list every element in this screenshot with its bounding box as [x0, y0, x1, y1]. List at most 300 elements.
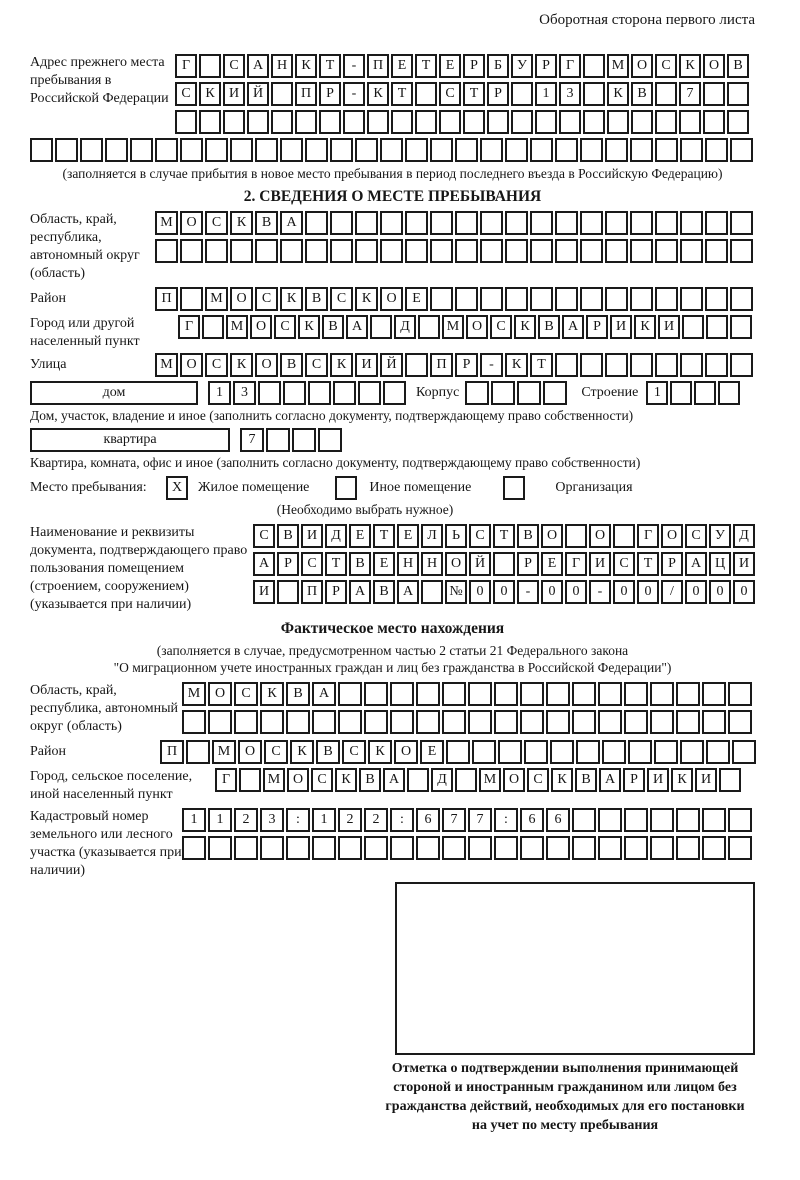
char-box[interactable]: [682, 315, 704, 339]
char-box[interactable]: К: [607, 82, 629, 106]
char-box[interactable]: [602, 740, 626, 764]
char-box[interactable]: [670, 381, 692, 405]
char-box[interactable]: [607, 110, 629, 134]
char-box[interactable]: [416, 710, 440, 734]
char-box[interactable]: [330, 239, 353, 263]
char-box[interactable]: [572, 682, 596, 706]
char-box[interactable]: [305, 211, 328, 235]
char-box[interactable]: В: [517, 524, 539, 548]
char-box[interactable]: [292, 428, 316, 452]
char-box[interactable]: С: [469, 524, 491, 548]
char-box[interactable]: [718, 381, 740, 405]
char-box[interactable]: У: [511, 54, 533, 78]
char-box[interactable]: [517, 381, 541, 405]
char-box[interactable]: В: [631, 82, 653, 106]
char-box[interactable]: М: [607, 54, 629, 78]
char-box[interactable]: [705, 287, 728, 311]
char-box[interactable]: -: [589, 580, 611, 604]
char-box[interactable]: [405, 239, 428, 263]
char-box[interactable]: [702, 710, 726, 734]
char-box[interactable]: [338, 836, 362, 860]
char-box[interactable]: [472, 740, 496, 764]
char-box[interactable]: [455, 239, 478, 263]
char-box[interactable]: [719, 768, 741, 792]
char-box[interactable]: 1: [182, 808, 206, 832]
char-box[interactable]: [613, 524, 635, 548]
char-box[interactable]: К: [260, 682, 284, 706]
char-box[interactable]: С: [301, 552, 323, 576]
char-box[interactable]: [442, 836, 466, 860]
char-box[interactable]: [520, 682, 544, 706]
char-box[interactable]: [430, 239, 453, 263]
char-box[interactable]: [655, 353, 678, 377]
char-box[interactable]: [583, 82, 605, 106]
char-box[interactable]: [271, 82, 293, 106]
char-box[interactable]: [186, 740, 210, 764]
char-box[interactable]: Ь: [445, 524, 467, 548]
char-box[interactable]: [430, 211, 453, 235]
char-box[interactable]: [605, 239, 628, 263]
char-box[interactable]: [416, 682, 440, 706]
char-box[interactable]: [390, 682, 414, 706]
char-box[interactable]: А: [562, 315, 584, 339]
char-box[interactable]: [703, 110, 725, 134]
char-box[interactable]: [494, 836, 518, 860]
char-box[interactable]: 3: [260, 808, 284, 832]
char-box[interactable]: [247, 110, 269, 134]
char-box[interactable]: 2: [364, 808, 388, 832]
char-box[interactable]: И: [647, 768, 669, 792]
char-box[interactable]: [260, 836, 284, 860]
char-box[interactable]: М: [182, 682, 206, 706]
char-box[interactable]: [416, 836, 440, 860]
char-box[interactable]: Е: [397, 524, 419, 548]
char-box[interactable]: 7: [240, 428, 264, 452]
char-box[interactable]: [624, 710, 648, 734]
char-box[interactable]: А: [685, 552, 707, 576]
char-box[interactable]: [572, 808, 596, 832]
char-box[interactable]: [505, 287, 528, 311]
char-box[interactable]: [330, 211, 353, 235]
char-box[interactable]: [680, 353, 703, 377]
char-box[interactable]: [182, 710, 206, 734]
char-box[interactable]: К: [298, 315, 320, 339]
char-box[interactable]: Ц: [709, 552, 731, 576]
char-box[interactable]: [130, 138, 153, 162]
char-box[interactable]: О: [445, 552, 467, 576]
char-box[interactable]: Е: [420, 740, 444, 764]
char-box[interactable]: [676, 710, 700, 734]
char-box[interactable]: [650, 710, 674, 734]
char-box[interactable]: [505, 211, 528, 235]
char-box[interactable]: С: [330, 287, 353, 311]
char-box[interactable]: [676, 682, 700, 706]
char-box[interactable]: И: [658, 315, 680, 339]
char-box[interactable]: [383, 381, 406, 405]
char-box[interactable]: [580, 353, 603, 377]
char-box[interactable]: [676, 808, 700, 832]
char-box[interactable]: [628, 740, 652, 764]
char-box[interactable]: 1: [312, 808, 336, 832]
char-box[interactable]: 0: [637, 580, 659, 604]
char-box[interactable]: М: [479, 768, 501, 792]
char-box[interactable]: :: [390, 808, 414, 832]
char-box[interactable]: [442, 710, 466, 734]
char-box[interactable]: В: [305, 287, 328, 311]
char-box[interactable]: Г: [175, 54, 197, 78]
char-box[interactable]: П: [430, 353, 453, 377]
char-box[interactable]: 6: [520, 808, 544, 832]
char-box[interactable]: Й: [380, 353, 403, 377]
char-box[interactable]: [650, 836, 674, 860]
char-box[interactable]: [703, 82, 725, 106]
char-box[interactable]: О: [208, 682, 232, 706]
char-box[interactable]: К: [367, 82, 389, 106]
char-box[interactable]: [530, 239, 553, 263]
char-box[interactable]: :: [286, 808, 310, 832]
char-box[interactable]: С: [255, 287, 278, 311]
char-box[interactable]: [199, 54, 221, 78]
char-box[interactable]: С: [311, 768, 333, 792]
char-box[interactable]: [391, 110, 413, 134]
char-box[interactable]: [605, 353, 628, 377]
char-box[interactable]: Е: [373, 552, 395, 576]
char-box[interactable]: О: [230, 287, 253, 311]
char-box[interactable]: С: [613, 552, 635, 576]
char-box[interactable]: К: [679, 54, 701, 78]
char-box[interactable]: [705, 239, 728, 263]
char-box[interactable]: К: [634, 315, 656, 339]
char-box[interactable]: [505, 138, 528, 162]
char-box[interactable]: Т: [463, 82, 485, 106]
char-box[interactable]: С: [685, 524, 707, 548]
char-box[interactable]: [520, 836, 544, 860]
char-box[interactable]: [546, 682, 570, 706]
char-box[interactable]: К: [514, 315, 536, 339]
char-box[interactable]: [318, 428, 342, 452]
char-box[interactable]: 0: [613, 580, 635, 604]
char-box[interactable]: [355, 211, 378, 235]
char-box[interactable]: [505, 239, 528, 263]
char-box[interactable]: К: [290, 740, 314, 764]
char-box[interactable]: 7: [468, 808, 492, 832]
char-box[interactable]: 0: [541, 580, 563, 604]
char-box[interactable]: В: [255, 211, 278, 235]
char-box[interactable]: [694, 381, 716, 405]
char-box[interactable]: С: [342, 740, 366, 764]
char-box[interactable]: 7: [442, 808, 466, 832]
char-box[interactable]: [380, 211, 403, 235]
char-box[interactable]: [465, 381, 489, 405]
char-box[interactable]: [511, 82, 533, 106]
char-box[interactable]: Б: [487, 54, 509, 78]
char-box[interactable]: [405, 353, 428, 377]
char-box[interactable]: /: [661, 580, 683, 604]
char-box[interactable]: [598, 808, 622, 832]
char-box[interactable]: [728, 682, 752, 706]
char-box[interactable]: [631, 110, 653, 134]
char-box[interactable]: А: [280, 211, 303, 235]
char-box[interactable]: Г: [565, 552, 587, 576]
char-box[interactable]: [180, 138, 203, 162]
char-box[interactable]: [727, 82, 749, 106]
char-box[interactable]: 2: [338, 808, 362, 832]
char-box[interactable]: И: [301, 524, 323, 548]
char-box[interactable]: М: [212, 740, 236, 764]
char-box[interactable]: М: [155, 353, 178, 377]
char-box[interactable]: [480, 211, 503, 235]
char-box[interactable]: Й: [247, 82, 269, 106]
char-box[interactable]: 7: [679, 82, 701, 106]
char-box[interactable]: [223, 110, 245, 134]
char-box[interactable]: [630, 353, 653, 377]
char-box[interactable]: [730, 353, 753, 377]
char-box[interactable]: [463, 110, 485, 134]
char-box[interactable]: [175, 110, 197, 134]
char-box[interactable]: [286, 710, 310, 734]
char-box[interactable]: М: [263, 768, 285, 792]
char-box[interactable]: В: [277, 524, 299, 548]
char-box[interactable]: [598, 710, 622, 734]
char-box[interactable]: [407, 768, 429, 792]
char-box[interactable]: [55, 138, 78, 162]
char-box[interactable]: [630, 138, 653, 162]
char-box[interactable]: [555, 211, 578, 235]
char-box[interactable]: [679, 110, 701, 134]
char-box[interactable]: Т: [391, 82, 413, 106]
char-box[interactable]: [732, 740, 756, 764]
char-box[interactable]: [580, 287, 603, 311]
char-box[interactable]: [319, 110, 341, 134]
char-box[interactable]: [598, 682, 622, 706]
char-box[interactable]: Л: [421, 524, 443, 548]
char-box[interactable]: [364, 710, 388, 734]
char-box[interactable]: [480, 287, 503, 311]
char-box[interactable]: [705, 211, 728, 235]
char-box[interactable]: [494, 710, 518, 734]
char-box[interactable]: [468, 710, 492, 734]
char-box[interactable]: [364, 682, 388, 706]
char-box[interactable]: [572, 710, 596, 734]
char-box[interactable]: Е: [405, 287, 428, 311]
char-box[interactable]: С: [223, 54, 245, 78]
stay-organization-checkbox[interactable]: [503, 476, 525, 500]
char-box[interactable]: [468, 682, 492, 706]
char-box[interactable]: [155, 138, 178, 162]
char-box[interactable]: О: [394, 740, 418, 764]
char-box[interactable]: [624, 808, 648, 832]
char-box[interactable]: М: [226, 315, 248, 339]
char-box[interactable]: [255, 239, 278, 263]
char-box[interactable]: С: [490, 315, 512, 339]
char-box[interactable]: А: [253, 552, 275, 576]
char-box[interactable]: [455, 138, 478, 162]
char-box[interactable]: [680, 287, 703, 311]
char-box[interactable]: [630, 211, 653, 235]
char-box[interactable]: [333, 381, 356, 405]
char-box[interactable]: Т: [530, 353, 553, 377]
char-box[interactable]: [530, 138, 553, 162]
char-box[interactable]: [583, 110, 605, 134]
char-box[interactable]: [576, 740, 600, 764]
char-box[interactable]: [338, 682, 362, 706]
char-box[interactable]: [305, 138, 328, 162]
char-box[interactable]: [367, 110, 389, 134]
char-box[interactable]: Е: [349, 524, 371, 548]
char-box[interactable]: [308, 381, 331, 405]
char-box[interactable]: [624, 682, 648, 706]
char-box[interactable]: [234, 710, 258, 734]
char-box[interactable]: [415, 110, 437, 134]
char-box[interactable]: [286, 836, 310, 860]
char-box[interactable]: [730, 138, 753, 162]
char-box[interactable]: :: [494, 808, 518, 832]
char-box[interactable]: Р: [455, 353, 478, 377]
char-box[interactable]: 3: [559, 82, 581, 106]
char-box[interactable]: [312, 710, 336, 734]
char-box[interactable]: [555, 353, 578, 377]
char-box[interactable]: И: [733, 552, 755, 576]
char-box[interactable]: [305, 239, 328, 263]
char-box[interactable]: [555, 287, 578, 311]
char-box[interactable]: [572, 836, 596, 860]
char-box[interactable]: [480, 138, 503, 162]
char-box[interactable]: 1: [208, 381, 231, 405]
char-box[interactable]: С: [264, 740, 288, 764]
char-box[interactable]: Г: [215, 768, 237, 792]
char-box[interactable]: Т: [325, 552, 347, 576]
char-box[interactable]: С: [305, 353, 328, 377]
char-box[interactable]: В: [349, 552, 371, 576]
char-box[interactable]: -: [343, 54, 365, 78]
char-box[interactable]: Т: [415, 54, 437, 78]
char-box[interactable]: [405, 138, 428, 162]
char-box[interactable]: К: [330, 353, 353, 377]
char-box[interactable]: [266, 428, 290, 452]
char-box[interactable]: [455, 287, 478, 311]
char-box[interactable]: [380, 239, 403, 263]
char-box[interactable]: [364, 836, 388, 860]
char-box[interactable]: №: [445, 580, 467, 604]
char-box[interactable]: Е: [439, 54, 461, 78]
char-box[interactable]: [605, 138, 628, 162]
char-box[interactable]: К: [230, 353, 253, 377]
char-box[interactable]: [380, 138, 403, 162]
char-box[interactable]: [624, 836, 648, 860]
char-box[interactable]: Д: [733, 524, 755, 548]
char-box[interactable]: В: [373, 580, 395, 604]
char-box[interactable]: П: [295, 82, 317, 106]
char-box[interactable]: [180, 287, 203, 311]
char-box[interactable]: [205, 239, 228, 263]
char-box[interactable]: 0: [565, 580, 587, 604]
char-box[interactable]: [630, 239, 653, 263]
char-box[interactable]: [271, 110, 293, 134]
char-box[interactable]: Р: [487, 82, 509, 106]
char-box[interactable]: [730, 315, 752, 339]
char-box[interactable]: [728, 710, 752, 734]
char-box[interactable]: М: [205, 287, 228, 311]
char-box[interactable]: -: [343, 82, 365, 106]
char-box[interactable]: [487, 110, 509, 134]
char-box[interactable]: [355, 138, 378, 162]
char-box[interactable]: О: [380, 287, 403, 311]
char-box[interactable]: [390, 836, 414, 860]
char-box[interactable]: 0: [493, 580, 515, 604]
char-box[interactable]: [676, 836, 700, 860]
char-box[interactable]: [280, 138, 303, 162]
char-box[interactable]: [230, 239, 253, 263]
char-box[interactable]: Г: [559, 54, 581, 78]
char-box[interactable]: И: [589, 552, 611, 576]
char-box[interactable]: [702, 808, 726, 832]
char-box[interactable]: Т: [373, 524, 395, 548]
char-box[interactable]: К: [355, 287, 378, 311]
char-box[interactable]: К: [280, 287, 303, 311]
char-box[interactable]: [655, 110, 677, 134]
char-box[interactable]: 6: [546, 808, 570, 832]
char-box[interactable]: В: [316, 740, 340, 764]
char-box[interactable]: Г: [178, 315, 200, 339]
char-box[interactable]: О: [238, 740, 262, 764]
char-box[interactable]: [258, 381, 281, 405]
char-box[interactable]: Д: [431, 768, 453, 792]
char-box[interactable]: [580, 138, 603, 162]
char-box[interactable]: О: [503, 768, 525, 792]
char-box[interactable]: [535, 110, 557, 134]
char-box[interactable]: С: [655, 54, 677, 78]
char-box[interactable]: К: [295, 54, 317, 78]
char-box[interactable]: И: [610, 315, 632, 339]
char-box[interactable]: [255, 138, 278, 162]
char-box[interactable]: [418, 315, 440, 339]
char-box[interactable]: [728, 808, 752, 832]
char-box[interactable]: В: [286, 682, 310, 706]
char-box[interactable]: Т: [319, 54, 341, 78]
char-box[interactable]: [182, 836, 206, 860]
char-box[interactable]: [343, 110, 365, 134]
char-box[interactable]: [655, 138, 678, 162]
char-box[interactable]: 2: [234, 808, 258, 832]
char-box[interactable]: [655, 211, 678, 235]
char-box[interactable]: Р: [517, 552, 539, 576]
char-box[interactable]: [30, 138, 53, 162]
char-box[interactable]: Р: [661, 552, 683, 576]
char-box[interactable]: [468, 836, 492, 860]
char-box[interactable]: В: [359, 768, 381, 792]
char-box[interactable]: [415, 82, 437, 106]
char-box[interactable]: [650, 682, 674, 706]
char-box[interactable]: [230, 138, 253, 162]
char-box[interactable]: 6: [416, 808, 440, 832]
char-box[interactable]: [530, 211, 553, 235]
char-box[interactable]: [655, 287, 678, 311]
char-box[interactable]: [493, 552, 515, 576]
char-box[interactable]: П: [301, 580, 323, 604]
char-box[interactable]: [295, 110, 317, 134]
char-box[interactable]: 1: [208, 808, 232, 832]
char-box[interactable]: [605, 211, 628, 235]
char-box[interactable]: К: [335, 768, 357, 792]
char-box[interactable]: [546, 710, 570, 734]
char-box[interactable]: Р: [325, 580, 347, 604]
char-box[interactable]: И: [355, 353, 378, 377]
char-box[interactable]: [680, 740, 704, 764]
char-box[interactable]: [705, 138, 728, 162]
char-box[interactable]: Н: [397, 552, 419, 576]
char-box[interactable]: [430, 287, 453, 311]
char-box[interactable]: [205, 138, 228, 162]
